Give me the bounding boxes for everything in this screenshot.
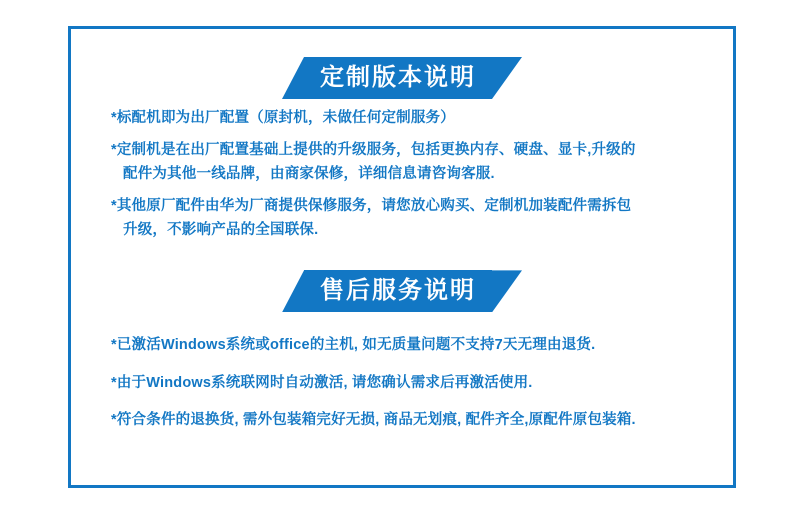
banner-shape-2 bbox=[282, 270, 522, 312]
paragraph-line-continued: 升级，不影响产品的全国联保. bbox=[123, 221, 319, 238]
banner-right-arrow-icon bbox=[492, 270, 522, 312]
paragraph-line: *由于Windows系统联网时自动激活, 请您确认需求后再激活使用. bbox=[111, 374, 533, 391]
section-heading-1: 定制版本说明 bbox=[304, 57, 492, 99]
paragraph-line: *已激活Windows系统或office的主机, 如无质量问题不支持7天无理由退货. bbox=[111, 337, 596, 354]
paragraph-line: *标配机即为出厂配置（原封机，未做任何定制服务） bbox=[111, 110, 455, 126]
banner-right-arrow-icon bbox=[492, 57, 522, 99]
paragraph-item bbox=[111, 334, 701, 357]
paragraph-line-continued: 配件为其他一线品牌，由商家保修，详细信息请咨询客服. bbox=[123, 165, 495, 182]
paragraph-line: *其他原厂配件由华为厂商提供保修服务，请您放心购买、定制机加装配件需拆包 bbox=[111, 198, 632, 215]
paragraph-line: *符合条件的退换货, 需外包装箱完好无损, 商品无划痕, 配件齐全,原配件原包装箱. bbox=[111, 412, 636, 429]
section-heading-2: 售后服务说明 bbox=[304, 270, 492, 312]
section-heading-banner-2 bbox=[97, 270, 707, 316]
content-frame bbox=[68, 26, 736, 488]
section-paragraphs-2 bbox=[97, 334, 707, 432]
paragraph-item bbox=[111, 107, 701, 130]
paragraph-line: *定制机是在出厂配置基础上提供的升级服务，包括更换内存、硬盘、显卡,升级的 bbox=[111, 142, 636, 159]
banner-left-arrow-icon bbox=[282, 57, 304, 99]
banner-shape-1 bbox=[282, 57, 522, 99]
section-heading-banner-1 bbox=[97, 57, 707, 103]
paragraph-item bbox=[111, 372, 701, 395]
section-paragraphs-1 bbox=[97, 107, 707, 242]
banner-left-arrow-icon bbox=[282, 270, 304, 312]
content-body bbox=[71, 29, 733, 485]
paragraph-item bbox=[111, 139, 701, 186]
paragraph-item bbox=[111, 409, 701, 432]
paragraph-item bbox=[111, 195, 701, 242]
